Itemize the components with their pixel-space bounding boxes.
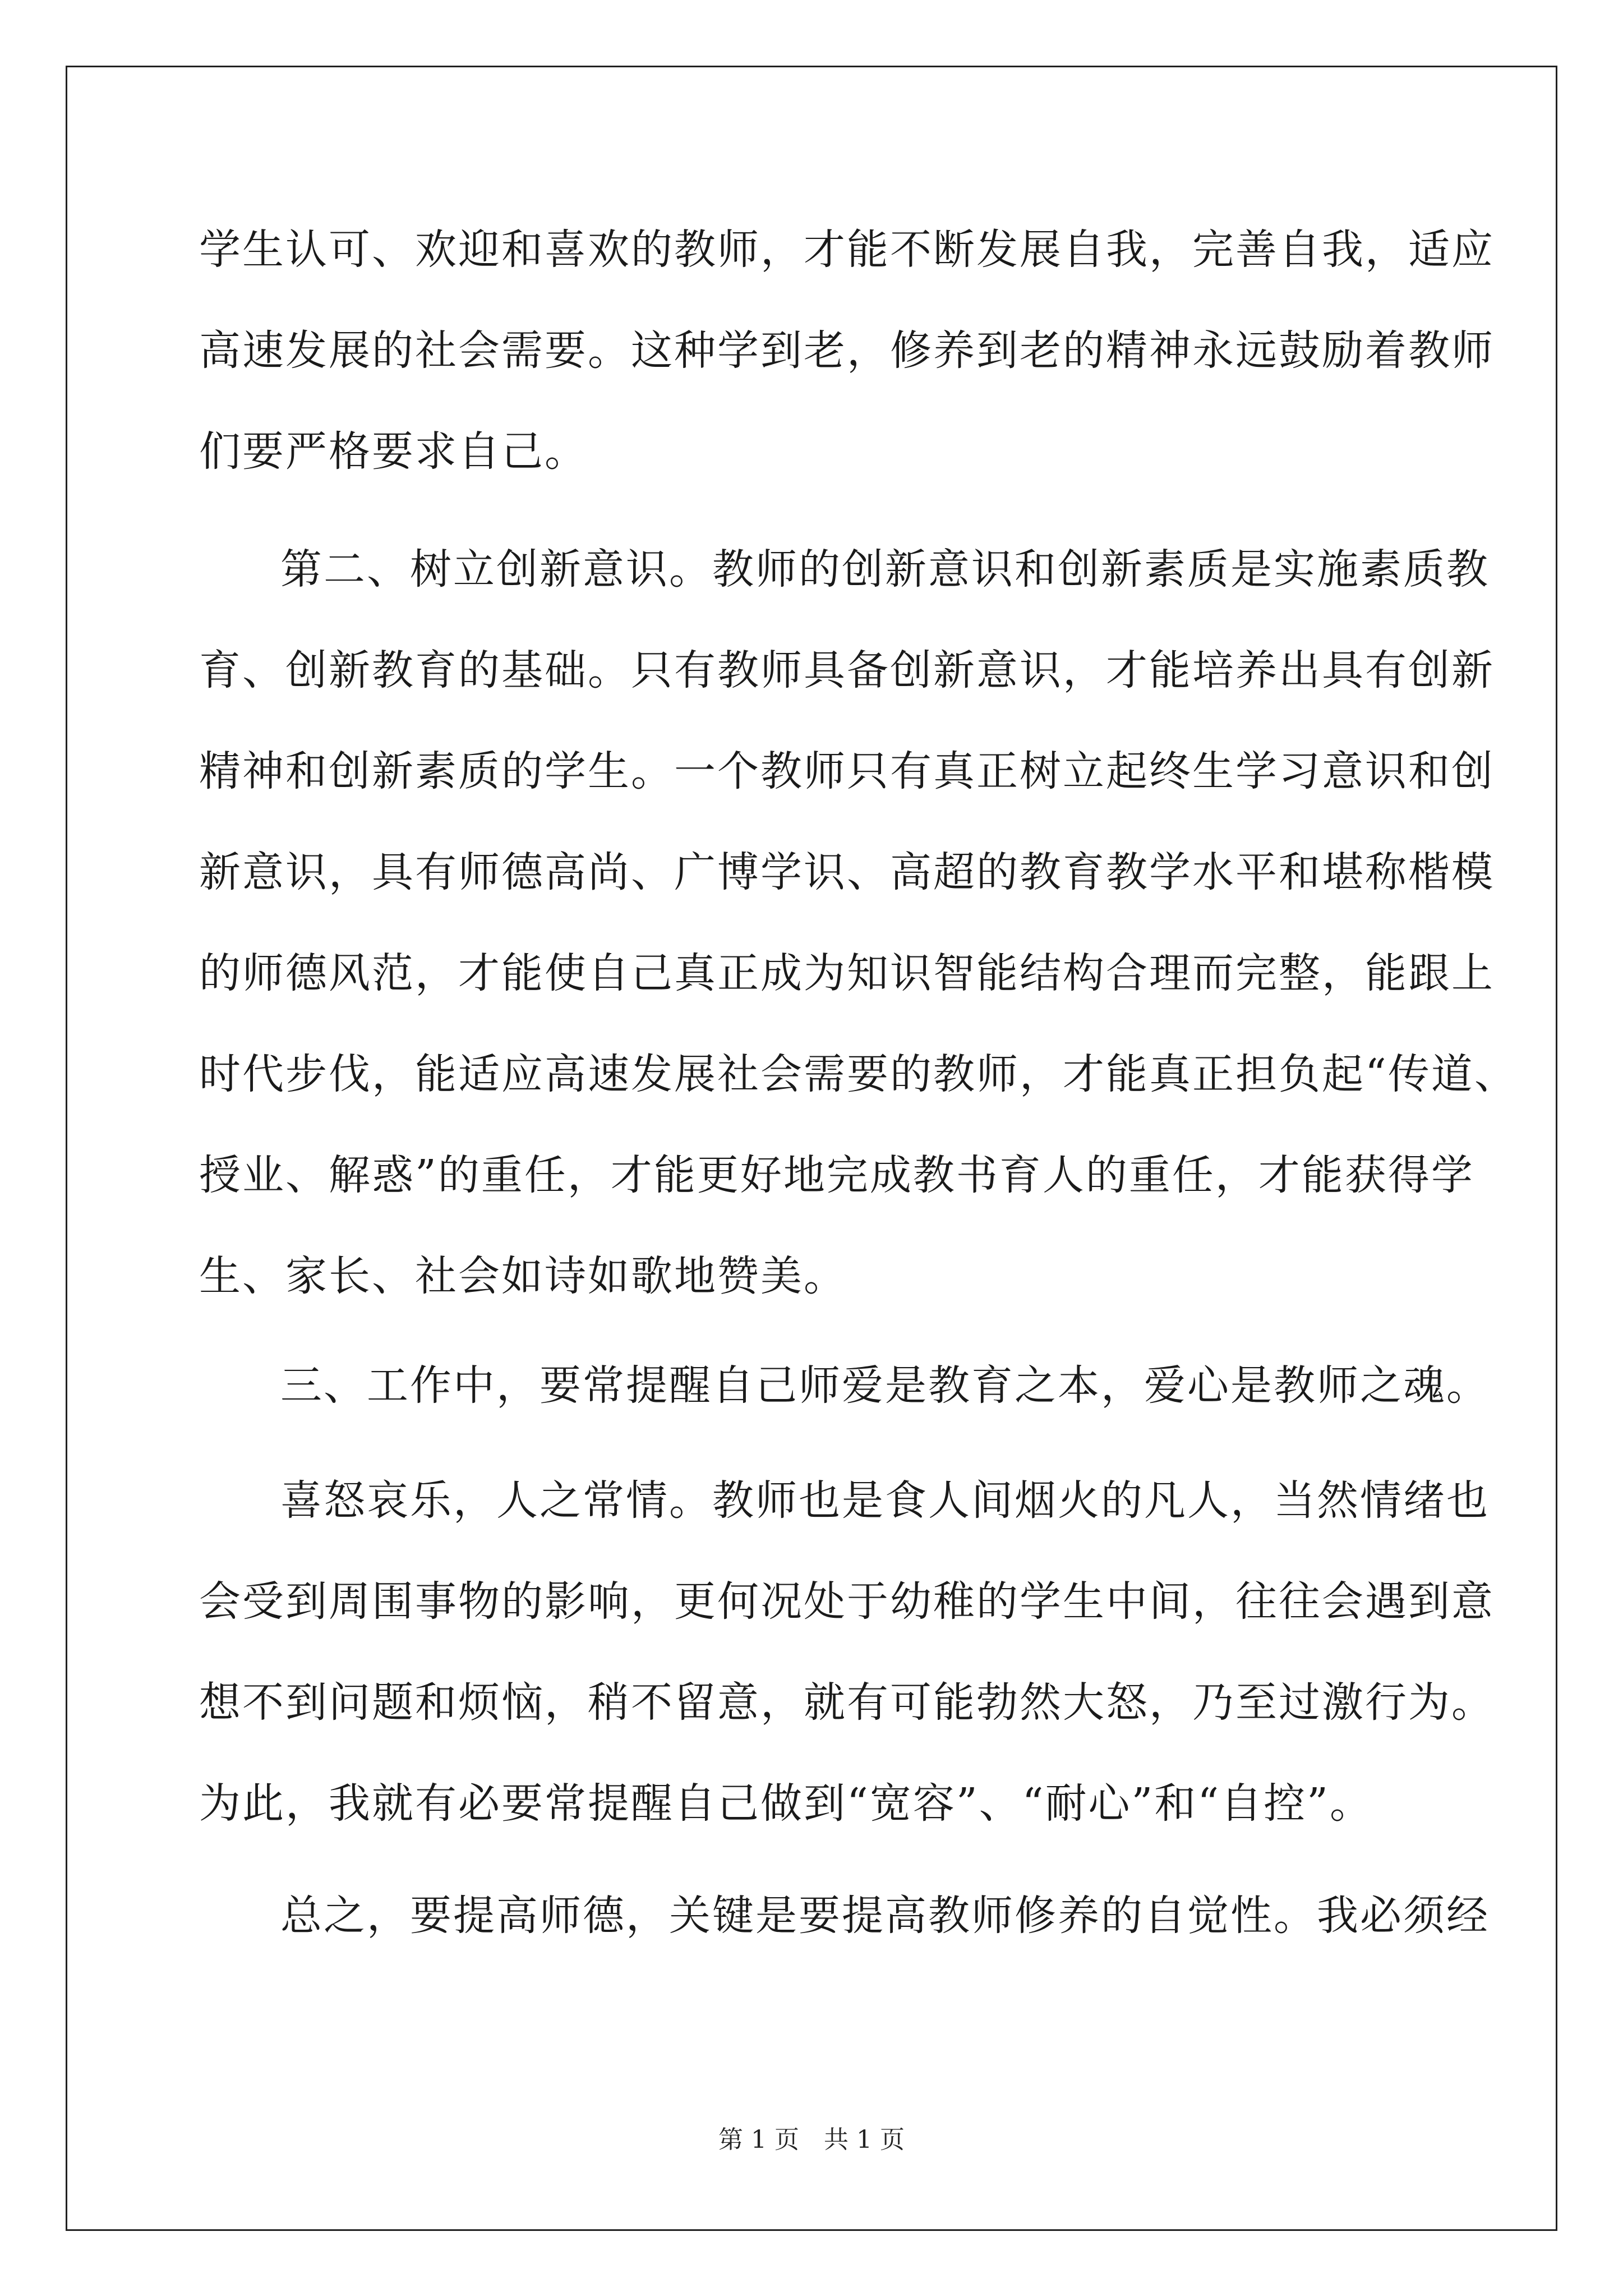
text-line: 育、创新教育的基础。只有教师具备创新意识，才能培养出具有创新 xyxy=(199,646,1495,694)
text-line: 精神和创新素质的学生。一个教师只有真正树立起终生学习意识和创 xyxy=(199,747,1495,795)
text-line: 学生认可、欢迎和喜欢的教师，才能不断发展自我，完善自我，适应 xyxy=(199,226,1495,274)
text-line: 生、家长、社会如诗如歌地赞美。 xyxy=(199,1252,847,1300)
text-line: 为此，我就有必要常提醒自己做到“宽容”、“耐心”和“自控”。 xyxy=(199,1779,1373,1828)
paragraph-start-line: 第二、树立创新意识。教师的创新意识和创新素质是实施素质教 xyxy=(280,545,1490,593)
text-line: 高速发展的社会需要。这种学到老，修养到老的精神永远鼓励着教师 xyxy=(199,326,1495,375)
text-line: 会受到周围事物的影响，更何况处于幼稚的学生中间，往往会遇到意 xyxy=(199,1577,1495,1626)
text-line: 们要严格要求自己。 xyxy=(199,427,588,476)
section-heading-line: 三、工作中，要常提醒自己师爱是教育之本，爱心是教师之魂。 xyxy=(280,1361,1490,1410)
text-line: 新意识，具有师德高尚、广博学识、高超的教育教学水平和堪称楷模 xyxy=(199,848,1495,896)
paragraph-start-line: 总之，要提高师德，关键是要提高教师修养的自觉性。我必须经 xyxy=(280,1892,1490,1940)
page-number-footer: 第 1 页 共 1 页 xyxy=(718,2125,905,2154)
text-line: 的师德风范，才能使自己真正成为知识智能结构合理而完整，能跟上 xyxy=(199,949,1495,997)
paragraph-start-line: 喜怒哀乐，人之常情。教师也是食人间烟火的凡人，当然情绪也 xyxy=(280,1476,1490,1525)
text-line: 授业、解惑”的重任，才能更好地完成教书育人的重任，才能获得学 xyxy=(199,1151,1474,1199)
text-line: 想不到问题和烦恼，稍不留意，就有可能勃然大怒，乃至过激行为。 xyxy=(199,1678,1495,1727)
text-line: 时代步伐，能适应高速发展社会需要的教师，才能真正担负起“传道、 xyxy=(199,1050,1518,1098)
